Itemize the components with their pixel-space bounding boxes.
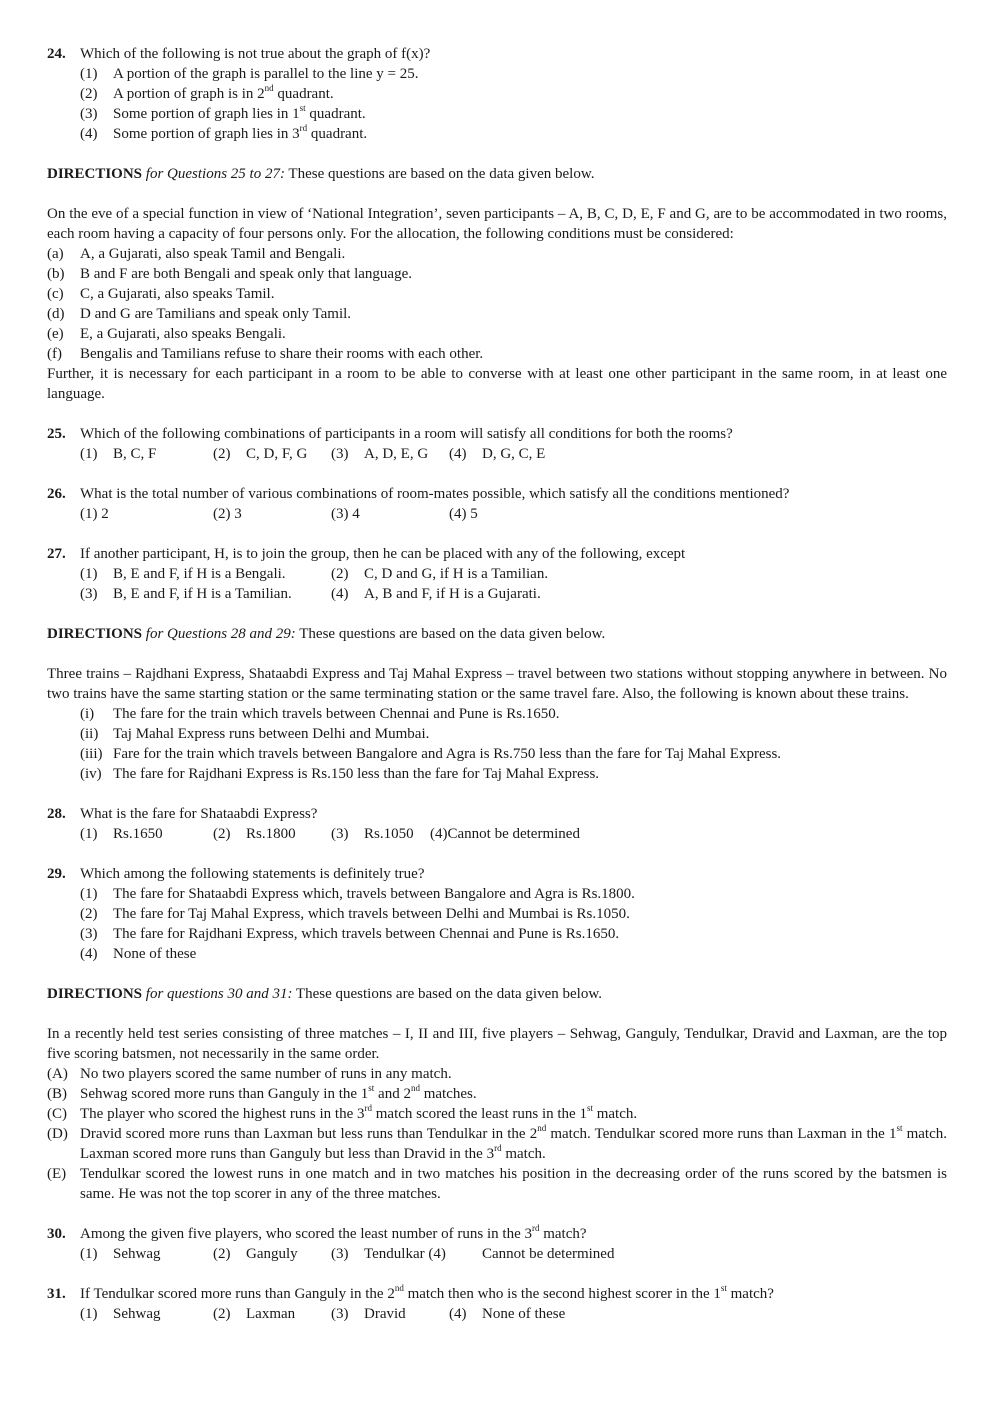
option: (2) A portion of graph is in 2nd quadrant. — [80, 83, 334, 102]
options-row: (1) Rs.1650 (2) Rs.1800 (3) Rs.1050 (4)Cannot be determined — [80, 826, 580, 842]
condition: (C) The player who scored the highest runs in the 3rd match scored the least runs in the 1st match. — [47, 1103, 638, 1122]
passage-further: Further, it is necessary for each participant in a room to be able to converse with at least one other participant in the same room, in at least one language. — [47, 366, 947, 402]
condition: (e) E, a Gujarati, also speaks Bengali. — [47, 326, 286, 342]
question-text: Among the given five players, who scored the least number of runs in the 3rd match? — [80, 1223, 587, 1242]
question-text: If Tendulkar scored more runs than Ganguly in the 2nd match then who is the second highest scorer in the 1st match? — [80, 1283, 774, 1302]
passage-intro: In a recently held test series consisting of three matches – I, II and III, five players – Sehwag, Ganguly, Tendulkar, Dravid and Laxman, are the top five scoring batsmen, not necessarily in the same order. — [47, 1026, 947, 1062]
directions-28-29: DIRECTIONS for Questions 28 and 29: These questions are based on the data given below. — [47, 626, 606, 642]
question-number: 25. — [47, 426, 66, 442]
options-row: (1) 2 (2) 3 (3) 4 (4) 5 — [80, 506, 478, 522]
option: (4) None of these — [80, 946, 197, 962]
question-text: Which of the following combinations of participants in a room will satisfy all conditions for both the rooms? — [80, 426, 733, 442]
option: (4) Some portion of graph lies in 3rd quadrant. — [80, 123, 368, 142]
condition: (D) Dravid scored more runs than Laxman but less runs than Tendulkar in the 2nd match. Tendulkar scored more runs than Laxman in the 1st match. Laxman scored more runs than Ganguly but less than Dravid in the 3rd match. — [47, 1123, 947, 1162]
options-row: (1) Sehwag (2) Laxman (3) Dravid (4) None of these — [80, 1306, 566, 1322]
question-number: 27. — [47, 546, 66, 562]
option: (3) Some portion of graph lies in 1st quadrant. — [80, 103, 366, 122]
question-number: 24. — [47, 46, 66, 62]
question-page — [47, 44, 947, 1324]
condition: (b) B and F are both Bengali and speak only that language. — [47, 266, 412, 282]
condition: (f) Bengalis and Tamilians refuse to share their rooms with each other. — [47, 346, 484, 362]
option: (1) The fare for Shataabdi Express which, travels between Bangalore and Agra is Rs.1800. — [80, 886, 635, 902]
option: (1) A portion of the graph is parallel to the line y = 25. — [80, 66, 419, 82]
question-28 — [47, 804, 947, 824]
options-row: (1) B, C, F (2) C, D, F, G (3) A, D, E, G (4) D, G, C, E — [80, 446, 546, 462]
statement: (iii) Fare for the train which travels between Bangalore and Agra is Rs.750 less than the fare for Taj Mahal Express. — [80, 746, 782, 762]
question-text: What is the fare for Shataabdi Express? — [80, 806, 318, 822]
question-30 — [47, 1224, 947, 1244]
directions-25-27: DIRECTIONS for Questions 25 to 27: These questions are based on the data given below. — [47, 166, 595, 182]
option: (2) The fare for Taj Mahal Express, which travels between Delhi and Mumbai is Rs.1050. — [80, 906, 630, 922]
option: (3) The fare for Rajdhani Express, which travels between Chennai and Pune is Rs.1650. — [80, 926, 620, 942]
question-number: 26. — [47, 486, 66, 502]
options-row: (1) B, E and F, if H is a Bengali. (2) C, D and G, if H is a Tamilian. — [80, 566, 549, 582]
condition: (E) Tendulkar scored the lowest runs in one match and in two matches his position in the decreasing order of the runs scored by the batsmen is same. He was not the top scorer in any of the three matches. — [47, 1166, 947, 1202]
question-31 — [47, 1284, 947, 1304]
question-text: What is the total number of various combinations of room-mates possible, which satisfy all the conditions mentioned? — [80, 486, 790, 502]
question-number: 29. — [47, 866, 66, 882]
condition: (c) C, a Gujarati, also speaks Tamil. — [47, 286, 275, 302]
condition: (d) D and G are Tamilians and speak only Tamil. — [47, 306, 352, 322]
directions-30-31: DIRECTIONS for questions 30 and 31: These questions are based on the data given below. — [47, 986, 602, 1002]
condition: (a) A, a Gujarati, also speak Tamil and Bengali. — [47, 246, 346, 262]
passage-intro: Three trains – Rajdhani Express, Shataabdi Express and Taj Mahal Express – travel between two stations without stopping anywhere in between. No two trains have the same starting station or the same terminating station or the same travel fare. Also, the following is known about these trains. — [47, 666, 947, 702]
question-26 — [47, 484, 947, 504]
options-row: (3) B, E and F, if H is a Tamilian. (4) A, B and F, if H is a Gujarati. — [80, 586, 541, 602]
passage-intro: On the eve of a special function in view of ‘National Integration’, seven participants – A, B, C, D, E, F and G, are to be accommodated in two rooms, each room having a capacity of four persons only. For the allocation, the following conditions must be considered: — [47, 206, 947, 242]
question-25 — [47, 424, 947, 444]
statement: (ii) Taj Mahal Express runs between Delhi and Mumbai. — [80, 726, 430, 742]
question-27 — [47, 544, 947, 564]
statement: (iv) The fare for Rajdhani Express is Rs.150 less than the fare for Taj Mahal Express. — [80, 766, 600, 782]
condition: (B) Sehwag scored more runs than Ganguly in the 1st and 2nd matches. — [47, 1083, 477, 1102]
question-29 — [47, 864, 947, 884]
question-number: 28. — [47, 806, 66, 822]
question-text: If another participant, H, is to join the group, then he can be placed with any of the following, except — [80, 546, 686, 562]
question-number: 30. — [47, 1226, 66, 1242]
question-number: 31. — [47, 1286, 66, 1302]
question-text: Which of the following is not true about the graph of f(x)? — [80, 46, 431, 62]
condition: (A) No two players scored the same number of runs in any match. — [47, 1066, 452, 1082]
question-24 — [47, 44, 947, 64]
question-text: Which among the following statements is definitely true? — [80, 866, 425, 882]
options-row: (1) Sehwag (2) Ganguly (3) Tendulkar (4) Cannot be determined — [80, 1246, 615, 1262]
statement: (i) The fare for the train which travels between Chennai and Pune is Rs.1650. — [80, 706, 560, 722]
